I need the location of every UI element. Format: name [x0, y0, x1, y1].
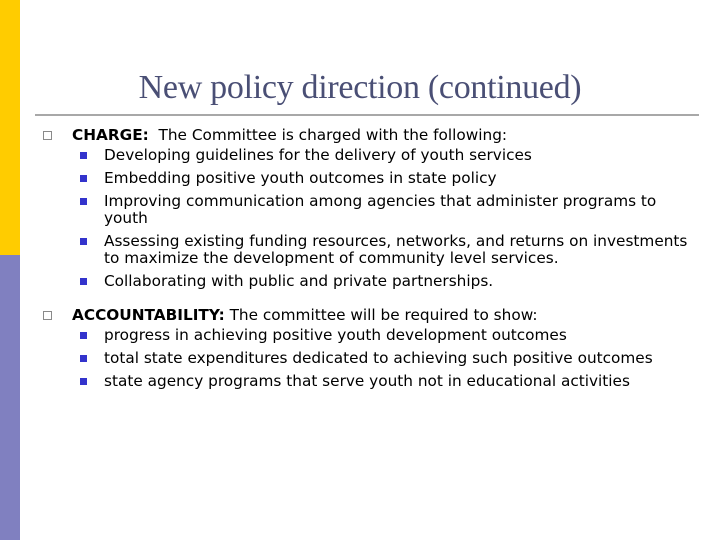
- list-item-text: Collaborating with public and private partnerships.: [104, 272, 494, 290]
- list-item: [72, 193, 698, 227]
- accountability-text: The committee will be required to show:: [229, 306, 538, 324]
- slide-side-bar: [0, 0, 20, 540]
- list-item-text: Assessing existing funding resources, networks, and returns on investments to maximize the development of community level services.: [104, 232, 688, 267]
- filled-square-bullet-icon: [80, 355, 87, 362]
- charge-label: CHARGE:: [72, 126, 149, 144]
- list-item-text: total state expenditures dedicated to achieving such positive outcomes: [104, 349, 653, 367]
- accountability-list: [72, 327, 698, 390]
- list-item: [72, 233, 698, 267]
- charge-text: The Committee is charged with the following:: [158, 126, 508, 144]
- list-item-text: Embedding positive youth outcomes in state policy: [104, 169, 497, 187]
- title-divider: [35, 114, 699, 116]
- slide-title: New policy direction (continued): [138, 69, 582, 106]
- list-item: [72, 327, 698, 344]
- list-item-text: progress in achieving positive youth development outcomes: [104, 326, 567, 344]
- filled-square-bullet-icon: [80, 332, 87, 339]
- charge-section: [38, 124, 698, 290]
- filled-square-bullet-icon: [80, 278, 87, 285]
- accountability-section: [38, 304, 698, 390]
- charge-heading: [72, 124, 698, 147]
- list-item: [72, 273, 698, 290]
- list-item: [72, 350, 698, 367]
- list-item-text: Developing guidelines for the delivery of youth services: [104, 146, 532, 164]
- list-item: [72, 147, 698, 164]
- accountability-label: ACCOUNTABILITY:: [72, 306, 225, 324]
- accountability-heading: [72, 304, 698, 327]
- filled-square-bullet-icon: [80, 198, 87, 205]
- list-item: [72, 373, 698, 390]
- side-bar-purple-segment: [0, 255, 20, 540]
- filled-square-bullet-icon: [80, 378, 87, 385]
- list-item-text: Improving communication among agencies that administer programs to youth: [104, 192, 657, 227]
- filled-square-bullet-icon: [80, 175, 87, 182]
- charge-list: [72, 147, 698, 290]
- square-bullet-icon: [43, 131, 52, 140]
- slide-content: [38, 124, 698, 390]
- list-item-text: state agency programs that serve youth not in educational activities: [104, 372, 630, 390]
- list-item: [72, 170, 698, 187]
- filled-square-bullet-icon: [80, 238, 87, 245]
- square-bullet-icon: [43, 311, 52, 320]
- side-bar-yellow-segment: [0, 0, 20, 255]
- filled-square-bullet-icon: [80, 152, 87, 159]
